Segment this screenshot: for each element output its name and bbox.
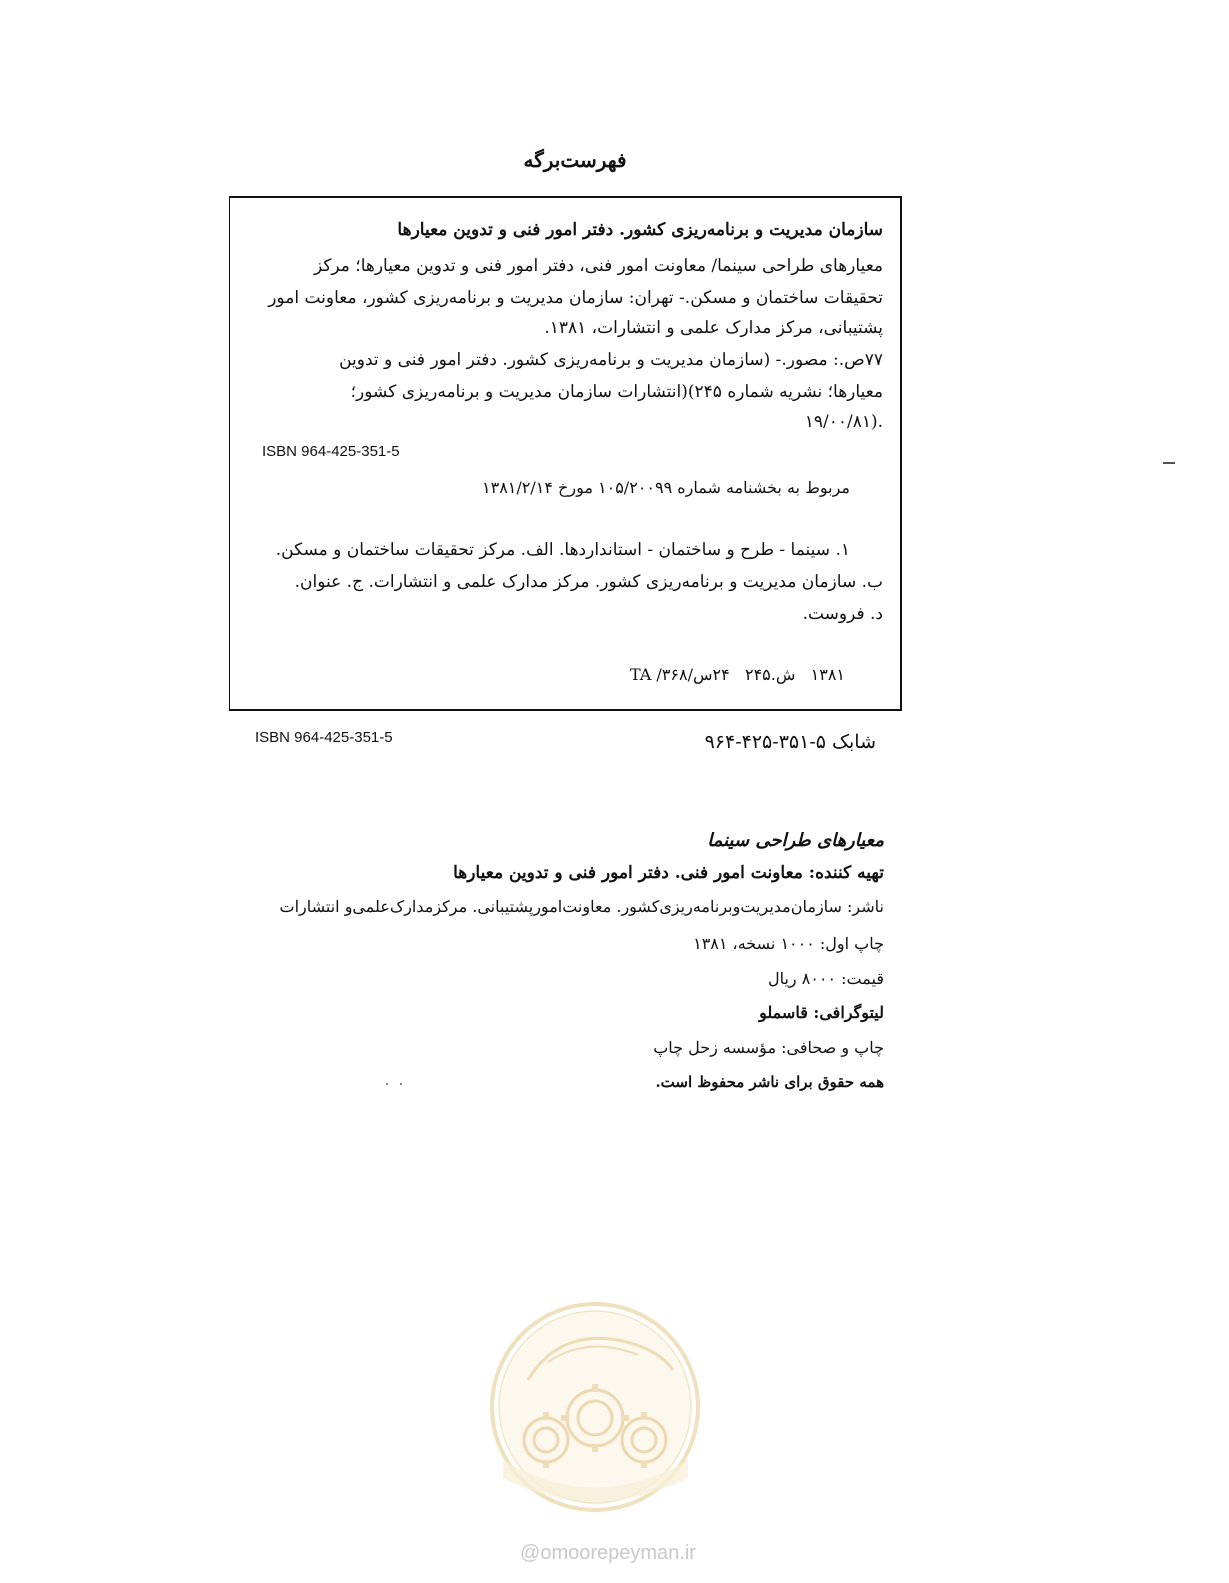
catalog-series-line: ۷۷ص.: مصور.- (سازمان مدیریت و برنامه‌ریزی کشور. دفتر امور فنی و تدوین (339, 350, 883, 370)
catalog-isbn: ISBN 964-425-351-5 (262, 443, 400, 460)
seal-icon (488, 1300, 703, 1515)
book-title: معیارهای طراحی سینما (707, 830, 884, 851)
watermark-url: @omoorepeyman.ir (520, 1542, 696, 1564)
catalog-heading: فهرست‌برگه (523, 148, 627, 172)
catalog-author-line: سازمان مدیریت و برنامه‌ریزی کشور. دفتر امور فنی و تدوین معیارها (397, 220, 883, 240)
subject-line: ب. سازمان مدیریت و برنامه‌ریزی کشور. مرکز مدارک علمی و انتشارات. ج. عنوان. (294, 572, 883, 592)
catalog-body-line: پشتیبانی، مرکز مدارک علمی و انتشارات، ۱۳۸۱. (544, 318, 883, 338)
isbn-latin: ISBN 964-425-351-5 (255, 729, 393, 746)
catalog-series-line: ۱۹/۰۰/۸۱). (804, 412, 883, 432)
catalog-body-line: تحقیقات ساختمان و مسکن.- تهران: سازمان مدیریت و برنامه‌ریزی کشور، معاونت امور (268, 288, 883, 308)
first-print: چاپ اول: ۱۰۰۰ نسخه، ۱۳۸۱ (693, 934, 884, 953)
publisher: ناشر: سازمان‌مدیریت‌وبرنامه‌ریزی‌کشور. معاونت‌امورپشتیبانی. مرکزمدارک‌علمی‌و انتشارات (279, 897, 884, 916)
price: قیمت: ۸۰۰۰ ریال (767, 969, 884, 988)
isbn-persian: شابک ۵-۳۵۱-۴۲۵-۹۶۴ (704, 731, 876, 753)
catalog-body-line: معیارهای طراحی سینما/ معاونت امور فنی، دفتر امور فنی و تدوین معیارها؛ مرکز (313, 256, 883, 276)
speck (400, 1083, 402, 1085)
catalog-series-line: معیارها؛ نشریه شماره ۲۴۵)(انتشارات سازمان مدیریت و برنامه‌ریزی کشور؛ (350, 382, 883, 402)
publisher-seal-watermark (488, 1300, 703, 1515)
subject-line: د. فروست. (802, 604, 883, 624)
printing-binding: چاپ و صحافی: مؤسسه زحل چاپ (653, 1038, 884, 1057)
lithography: لیتوگرافی: قاسملو (759, 1003, 884, 1022)
margin-mark (1163, 462, 1175, 464)
catalog-card (229, 196, 902, 711)
prepared-by: تهیه کننده: معاونت امور فنی. دفتر امور فنی و تدوین معیارها (453, 863, 884, 883)
circular-note: مربوط به بخشنامه شماره ۱۰۵/۲۰۰۹۹ مورخ ۱۳۸۱/۲/۱۴ (482, 478, 850, 497)
call-number: ۱۳۸۱ ش.۲۴۵ ۲۴س/۳۶۸/ TA (629, 665, 845, 684)
subject-line: ۱. سینما - طرح و ساختمان - استانداردها. الف. مرکز تحقیقات ساختمان و مسکن. (275, 540, 850, 560)
speck (386, 1083, 388, 1085)
rights-notice: همه حقوق برای ناشر محفوظ است. (655, 1073, 884, 1091)
